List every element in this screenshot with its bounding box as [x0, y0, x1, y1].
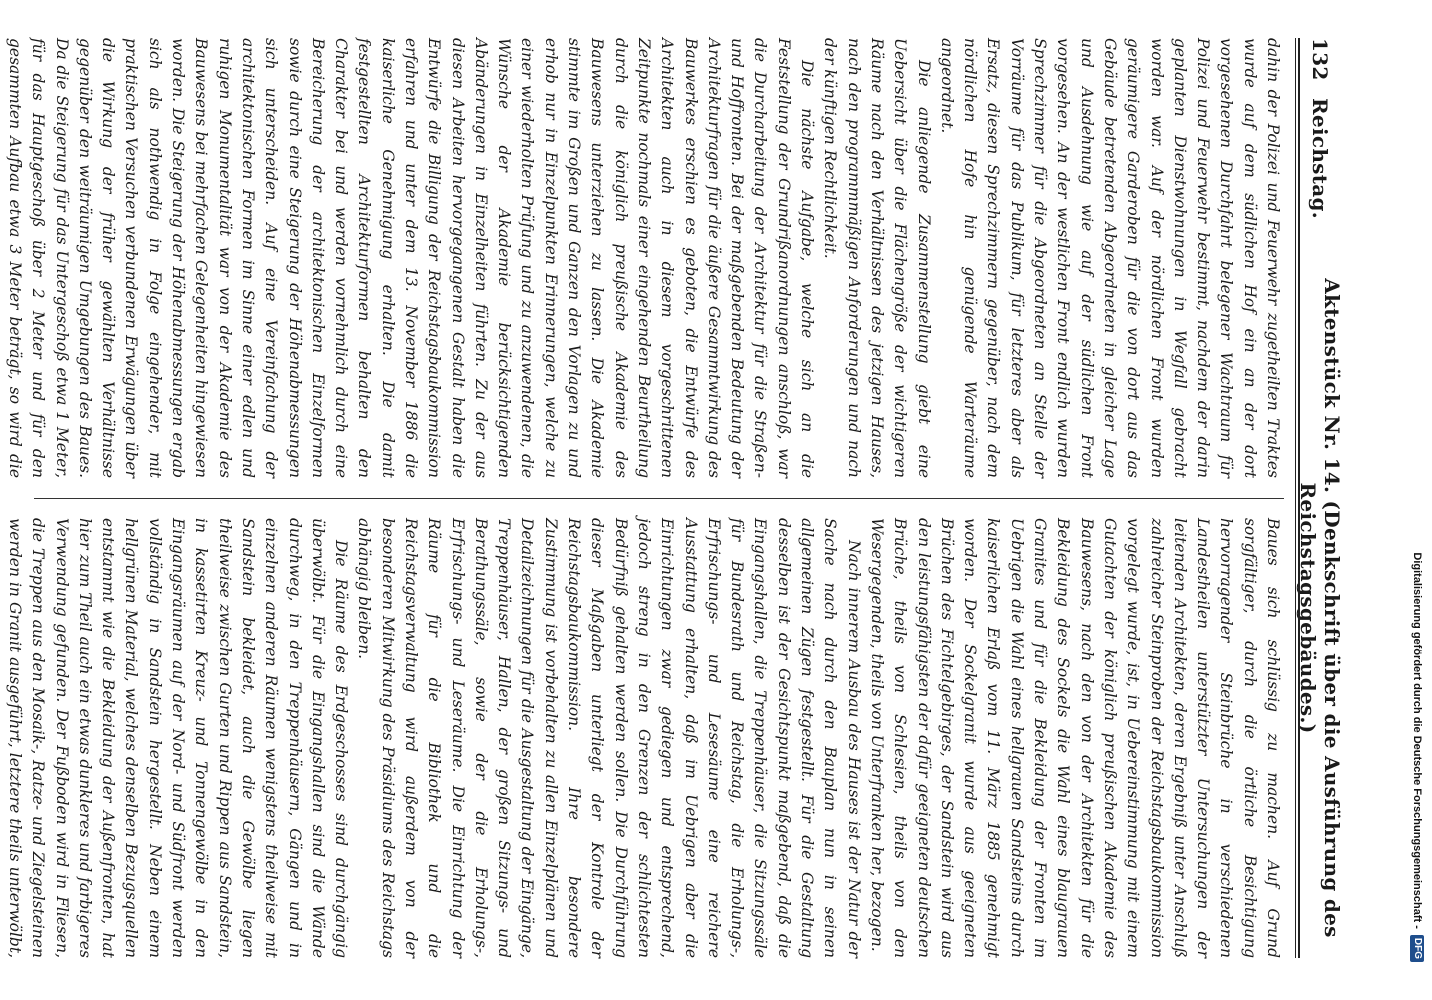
paragraph: Die nächste Aufgabe, welche sich an die Feststellung der Grundrißanordnungen anschloß, war die Durcharbeitung der Architektur für die Straßen- und Hoffronten. Bei der maßgebenden Bedeutung der Architekturfragen für die äußere Gesammtwirkung des Bauwerkes erschien es geboten, die Entwürfe des Architekten auch in diesem vorgeschrittenen Zeitpunkte nochmals einer eingehenden Beurtheilung durch die königlich preußische Akademie des Bauwesens unterziehen zu lassen. Die Akademie stimmte im Großen und Ganzen den Vorlagen zu und erhob nur in Einzelpunkten Erinnerungen, welche zu einer wiederholten Prüfung und zu anzuwendenen, die Wünsche der Akademie berücksichtigenden Abänderungen in Einzelheiten führten. Zu der aus diesen Arbeiten hervorgegangenen Gestalt haben die Entwürfe die Billigung der Reichstagsbaukommission erfahren und unter dem 13. November 1886 die kaiserliche Genehmigung erhalten. Die damit festgestellten Architekturformen behalten den Charakter bei und werden vornehmlich durch eine Bereicherung der architektonischen Einzelformen sowie durch eine Steigerung der Höhenabmessungen sich unterscheiden. Auf eine Vereinfachung der architektonischen Formen im Sinne einer edlen und ruhigen Monumentalität war von der Akademie des Bauwesens bei mehrfachen Gelegenheiten hingewiesen worden. Die Steigerung der Höhenabmessungen ergab sich als nothwendig in Folge eingehender, mit praktischen Versuchen verbundenen Erwägungen über die Wirkung der früher gewählten Verhältnisse gegenüber den weiträumigen Umgebungen des Baues. Da die Steigerung für das Untergeschoß etwa 1 Meter, für das Hauptgeschoß über 2 Meter und für den gesammten Aufbau etwa 3 Meter beträgt, so wird die: [5, 38, 817, 478]
page-header: [1296, 38, 1344, 958]
dfg-logo: DFG: [1410, 935, 1424, 962]
watermark-caption: Digitalisierung gefördert durch die Deutsche Forschungsgemeinschaft -: [1411, 552, 1423, 929]
header-rule: [1298, 38, 1300, 958]
watermark-text: [1407, 22, 1427, 962]
page-content: [5, 38, 1344, 958]
right-column: [5, 518, 1284, 958]
dfg-watermark: [1407, 22, 1427, 982]
paragraph: Die anliegende Zusammenstellung giebt eine Uebersicht über die Flächengröße der wichtigeren Räume nach den Verhältnissen des jetzigen Hauses, nach den programmmäßigen Anforderungen und nach der künftigen Rechtlichkeit.: [821, 38, 933, 478]
column-divider: [34, 498, 1284, 499]
paragraph: Baues sich schlüssig zu machen. Auf Grund sorgfältiger, durch die örtliche Besichtigung hervorragender Steinbrüche in verschiedenen Landestheilen unterstützter Untersuchungen der leitenden Architekten, deren Ergebniß unter Anschluß zahlreicher Steinproben der Reichstagsbaukommission vorgelegt wurde, ist, in Uebereinstimmung mit einem Gutachten der königlich preußischen Akademie des Bauwesens, nach den von der Architekten für die Bekleidung des Sockels die Wahl eines blaugrauen Granites und für die Bekleidung der Fronten im Uebrigen die Wahl eines hellgrauen Sandsteins durch kaiserlichen Erlaß vom 11. März 1885 genehmigt worden. Der Sockelgranit wurde aus geeigneten Brüchen des Fichtelgebirges, der Sandstein wird aus den leistungsfähigsten der dafür geeigneten deutschen Brüche, theils von Schlesien, theils von den Wesergegenden, theils von Unterfranken her, bezogen.: [867, 518, 1282, 958]
header-rule-thin: [1295, 38, 1296, 958]
paragraph: Die Räume des Erdgeschosses sind durchgängig überwölbt. Für die Eingangshallen sind die Wände durchweg, in den Treppenhäusern, Gängen und in einzelnen anderen Räumen wenigstens theilweise mit Sandstein bekleidet, auch die Gewölbe liegen theilweise zwischen Gurten und Rippen aus Sandstein, in kassetirten Kreuz- und Tonnengewölbe in den Eingangsräumen auf der Nord- und Südfront werden vollständig in Sandstein hergestellt. Neben einem hellgrünen Material, welches denselben Bezugsquellen entstammt wie die Bekleidung der Außenfronten, hat hier zum Theil auch ein etwas dunkleres und farbigeres Verwendung gefunden. Der Fußboden wird in Fliesen, die Treppen aus den Mosaik-, Ratze- und Ziegelsteinen werden in Granit ausgeführt, letztere theils unterwölbt,: [5, 518, 351, 958]
left-column: [5, 38, 1284, 478]
page-number: 132: [1308, 38, 1332, 81]
paragraph: Nach innerem Ausbau des Hauses ist der Natur der Sache nach durch den Bauplan nun in seinen allgemeinen Zügen festgestellt. Für die Gestaltung desselben ist der Gesichtspunkt maßgebend, daß die Eingangshallen, die Treppenhäuser, die Sitzungssäle für Bundesrath und Reichstag, die Erholungs-, Erfrischungs- und Lesesäume eine reichere Ausstattung erhalten, daß im Uebrigen aber die Einrichtungen zwar gediegen und entsprechend, jedoch streng in den Grenzen der schlichtesten Bedürfniß gehalten werden sollen. Die Durchführung dieser Maßgaben unterliegt der Kontrole der Reichstagsbaukommission. Ihre besondere Zustimmung ist vorbehalten zu allen Einzelplänen und Detailzeichnungen für die Ausgestaltung der Eingänge, Treppenhäuser, Hallen, der großen Sitzungs- und Berathungssäle, sowie der die Erholungs-, Erfrischungs- und Leseräume. Die Einrichtung der Räume für die Bibliothek und die Reichstagsverwaltung wird außerdem von der besonderen Mitwirkung des Präsidiums des Reichstags abhängig bleiben.: [355, 518, 863, 958]
header-running-left: Reichstag.: [1308, 98, 1332, 220]
text-columns: [5, 38, 1284, 958]
paragraph: dahin der Polizei und Feuerwehr zugetheilten Traktes wurde auf dem südlichen Hof ein an der dort vorgesehenen Durchfahrt belegener Wachtraum für Polizei und Feuerwehr bestimmt, nachdem der darin geplanten Dienstwohnungen in Wegfall gebracht worden war. Auf der nördlichen Front wurden geräumigere Garderoben für die von dort aus das Gebäude betretenden Abgeordneten in gleicher Lage und Ausdehnung wie auf der südlichen Front vorgesehen. An der westlichen Front endlich wurden Sprechzimmer für die Abgeordneten an Stelle der Vorräume für das Publikum, für letzteres aber als Ersatz, diesen Sprechzimmern gegenüber, nach dem nördlichen Hofe hin genügende Warteräume angeordnet.: [937, 38, 1282, 478]
header-title: Aktenstück Nr. 14. (Denkschrift über die Ausführung des Reichstagsgebäudes.): [1296, 278, 1344, 938]
